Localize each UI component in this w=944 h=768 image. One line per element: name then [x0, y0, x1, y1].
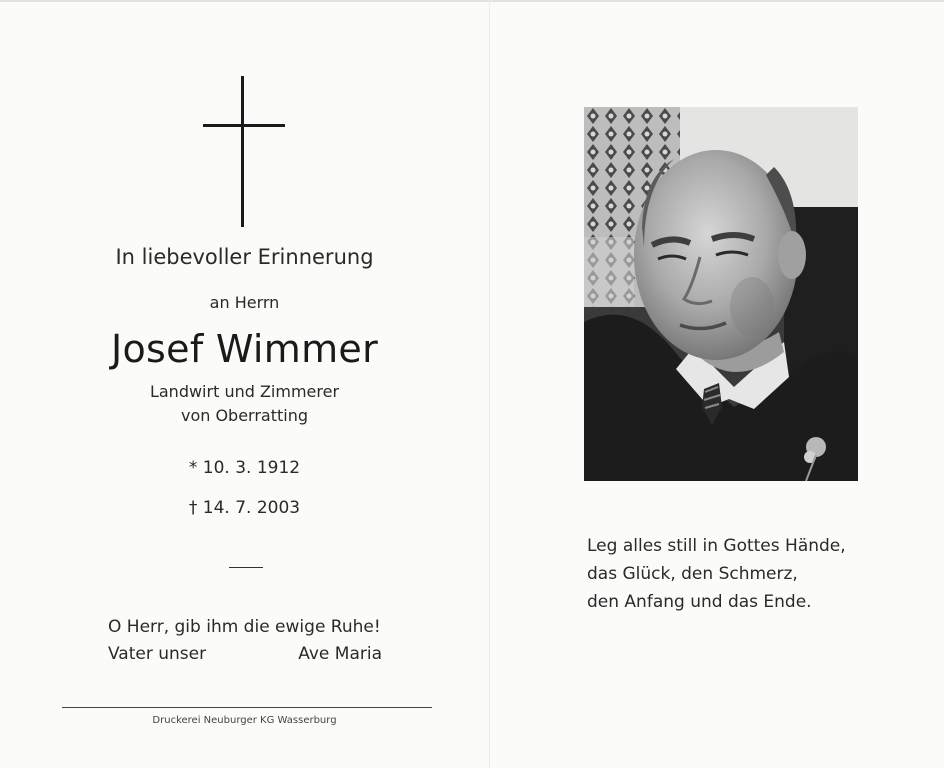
- occupation: Landwirt und Zimmerer: [149, 382, 340, 401]
- prayer-line: O Herr, gib ihm die ewige Ruhe!: [108, 617, 381, 637]
- cross-horizontal-bar: [203, 124, 285, 127]
- footer-rule: [62, 707, 432, 708]
- memory-heading: In liebevoller Erinnerung: [115, 245, 374, 269]
- salutation: an Herrn: [209, 293, 280, 312]
- cross-vertical-bar: [241, 76, 244, 227]
- portrait-photo: [584, 107, 858, 481]
- verse-line-1: Leg alles still in Gottes Hände,: [587, 536, 846, 556]
- hometown: von Oberratting: [180, 406, 309, 425]
- deceased-name: Josef Wimmer: [110, 327, 379, 371]
- short-divider: [229, 567, 263, 568]
- fold-line: [489, 0, 490, 768]
- prayer-row: [108, 644, 382, 668]
- verse-line-2: das Glück, den Schmerz,: [587, 564, 798, 584]
- prayer-vater-unser: Vater unser: [108, 644, 207, 664]
- prayer-ave-maria: Ave Maria: [298, 644, 382, 664]
- death-date: † 14. 7. 2003: [188, 498, 301, 518]
- printer-credit: Druckerei Neuburger KG Wasserburg: [152, 715, 337, 726]
- verse-line-3: den Anfang und das Ende.: [587, 592, 812, 612]
- birth-date: * 10. 3. 1912: [188, 458, 301, 478]
